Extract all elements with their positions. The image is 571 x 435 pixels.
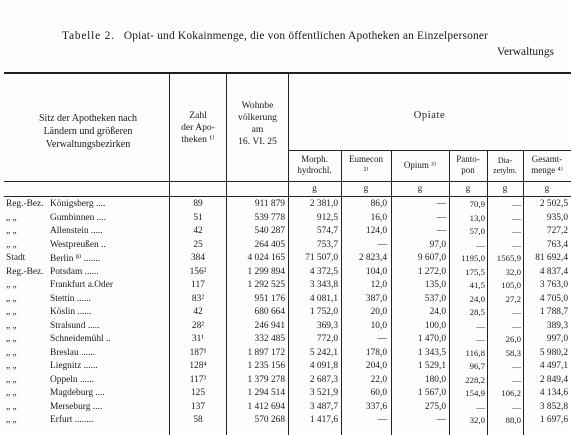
cell-prefix: „ „: [6, 347, 17, 358]
cell-gesamtmenge: 3 763,0: [539, 280, 568, 290]
cell-morph: 2 381,0: [309, 199, 338, 209]
unit-eumecon: g: [363, 184, 369, 194]
cell-pantopon: —: [476, 320, 485, 331]
cell-prefix: „ „: [6, 388, 17, 398]
cell-opium: 24,0: [429, 307, 446, 317]
cell-prefix: „ „: [6, 307, 17, 317]
header-sitz: Sitz der Apotheken nach Ländern und größeren Verwaltungsbezirken: [38, 113, 138, 150]
cell-zahl: 117: [191, 280, 205, 290]
cell-morph: 369,3: [316, 320, 338, 331]
cell-eumecon: 124,0: [365, 226, 387, 236]
cell-district: Königsberg ....: [50, 199, 106, 209]
cell-eumecon: 2 823,4: [358, 253, 387, 263]
cell-zahl: 25: [193, 239, 203, 250]
unit-opium: g: [417, 184, 423, 194]
cell-eumecon: 60,0: [370, 388, 387, 398]
cell-morph: 71 507,0: [305, 253, 338, 263]
cell-gesamtmenge: 3 852,8: [539, 401, 568, 412]
cell-gesamtmenge: 763,4: [546, 239, 568, 250]
cell-opium: 275,0: [424, 401, 446, 412]
cell-morph: 4 091,8: [309, 361, 338, 371]
header-pantopon: Panto- pon: [456, 154, 480, 175]
header-gesamtmenge: Gesamt- menge ⁴⁾: [531, 154, 563, 175]
unit-pantopon: g: [465, 184, 471, 194]
cell-district: Erfurt ........: [50, 415, 94, 425]
cell-wohnbevoelkerung: 1 379 278: [247, 374, 285, 385]
cell-eumecon: 178,0: [365, 347, 387, 358]
table-title-label: Tabelle 2.: [62, 30, 115, 42]
cell-opium: 180,0: [424, 374, 446, 385]
cell-morph: 574,7: [316, 226, 338, 236]
cell-opium: 97,0: [429, 239, 446, 250]
cell-morph: 753,7: [316, 239, 338, 250]
cell-pantopon: 32,0: [469, 415, 485, 425]
cell-opium: 1 470,0: [417, 334, 446, 344]
cell-pantopon: 96,7: [469, 361, 485, 371]
cell-district: Gumbinnen ....: [50, 212, 106, 223]
cell-opium: 1 343,5: [417, 347, 446, 358]
cell-zahl: 384: [190, 253, 206, 263]
cell-morph: 5 242,1: [309, 347, 338, 358]
cell-eumecon: 20,0: [370, 307, 387, 317]
cell-gesamtmenge: 1 788,7: [539, 307, 568, 317]
cell-zahl: 156²: [189, 266, 207, 277]
cell-zahl: 89: [193, 199, 203, 209]
cell-opium: 135,0: [424, 280, 446, 290]
header-zahl: Zahl der Apo- theken ¹⁾: [181, 110, 215, 145]
cell-eumecon: 387,0: [365, 293, 387, 304]
cell-pantopon: 154,9: [465, 388, 485, 398]
cell-diazetylm: —: [512, 374, 521, 385]
cell-diazetylm: —: [512, 401, 521, 412]
cell-wohnbevoelkerung: 570 268: [254, 415, 285, 425]
cell-zahl: 51: [193, 212, 203, 223]
cell-pantopon: —: [476, 401, 485, 412]
cell-pantopon: 13,0: [469, 212, 485, 223]
cell-pantopon: 175,5: [465, 266, 485, 277]
cell-diazetylm: —: [512, 226, 521, 236]
cell-diazetylm: 88,0: [505, 415, 521, 425]
cell-wohnbevoelkerung: 1 897 172: [247, 347, 285, 358]
cell-eumecon: —: [377, 334, 387, 344]
cell-pantopon: 70,9: [469, 199, 485, 209]
cell-opium: 1 272,0: [417, 266, 446, 277]
cell-gesamtmenge: 389,3: [546, 320, 568, 331]
cell-morph: 1 417,6: [309, 415, 338, 425]
cell-prefix: „ „: [6, 280, 17, 290]
header-wohn: Wohnbe völkerung am 16. VI. 25: [238, 100, 277, 147]
cell-gesamtmenge: 5 980,2: [539, 347, 568, 358]
cell-zahl: 83²: [191, 293, 205, 304]
unit-gesamtmenge: g: [544, 184, 550, 194]
cell-prefix: „ „: [6, 239, 17, 250]
cell-eumecon: —: [377, 239, 387, 250]
cell-pantopon: —: [476, 239, 485, 250]
cell-wohnbevoelkerung: 1 294 514: [247, 388, 285, 398]
cell-district: Allenstein .....: [50, 226, 103, 236]
cell-prefix: Stadt: [6, 253, 26, 263]
cell-morph: 3 343,8: [309, 280, 338, 290]
cell-eumecon: 16,0: [370, 212, 387, 223]
cell-diazetylm: —: [512, 199, 521, 209]
cell-prefix: „ „: [6, 374, 17, 385]
cell-zahl: 125: [190, 388, 206, 398]
cell-gesamtmenge: 997,0: [546, 334, 568, 344]
cell-prefix: „ „: [6, 401, 17, 412]
cell-wohnbevoelkerung: 4 024 165: [247, 253, 285, 263]
cell-district: Frankfurt a.Oder: [50, 280, 113, 290]
cell-diazetylm: 27,2: [505, 293, 521, 304]
cell-eumecon: 337,6: [365, 401, 387, 412]
header-diazetylm: Dia- zetylm.: [493, 156, 517, 175]
cell-district: Berlin ⁸⁾ .......: [50, 254, 101, 264]
cell-wohnbevoelkerung: 1 235 156: [247, 361, 285, 371]
table-title-line2: Verwaltungs: [497, 46, 554, 58]
cell-pantopon: 57,0: [469, 226, 485, 236]
cell-district: Köslin ......: [50, 307, 92, 317]
cell-wohnbevoelkerung: 1 299 894: [247, 266, 285, 277]
cell-opium: 1 529,1: [417, 361, 446, 371]
cell-morph: 3 487,7: [309, 401, 338, 412]
cell-opium: —: [436, 212, 446, 223]
unit-diazetylm: g: [502, 184, 508, 194]
cell-morph: 3 521,9: [309, 388, 338, 398]
cell-diazetylm: —: [512, 212, 521, 223]
cell-prefix: „ „: [6, 334, 17, 344]
cell-opium: 1 567,0: [417, 388, 446, 398]
cell-diazetylm: —: [512, 361, 521, 371]
cell-morph: 4 081,1: [309, 293, 338, 304]
cell-eumecon: —: [377, 415, 387, 425]
cell-diazetylm: 26,0: [505, 334, 521, 344]
cell-gesamtmenge: 1 697,6: [539, 415, 568, 425]
cell-pantopon: 28,5: [469, 307, 485, 317]
header-morph: Morph. hydrochl.: [297, 154, 332, 175]
cell-gesamtmenge: 727,2: [546, 226, 568, 236]
cell-morph: 4 372,5: [309, 266, 338, 277]
cell-pantopon: 1195,0: [461, 253, 485, 263]
cell-wohnbevoelkerung: 1 292 525: [247, 280, 285, 290]
cell-diazetylm: 58,3: [505, 347, 521, 358]
cell-gesamtmenge: 4 134,6: [539, 388, 568, 398]
cell-zahl: 42: [193, 226, 203, 236]
cell-gesamtmenge: 81 692,4: [535, 253, 568, 263]
cell-district: Liegnitz ......: [50, 361, 98, 371]
unit-morph: g: [312, 184, 317, 194]
cell-district: Westpreußen ..: [50, 239, 106, 250]
cell-wohnbevoelkerung: 911 879: [254, 199, 285, 209]
cell-district: Breslau ......: [50, 347, 96, 358]
cell-zahl: 31¹: [191, 334, 205, 344]
cell-eumecon: 104,0: [365, 266, 387, 277]
cell-zahl: 128⁴: [189, 361, 207, 371]
cell-opium: —: [436, 415, 446, 425]
cell-pantopon: —: [476, 334, 485, 344]
cell-eumecon: 22,0: [370, 374, 387, 385]
cell-district: Oppeln ......: [50, 374, 95, 385]
cell-wohnbevoelkerung: 539 778: [254, 212, 285, 223]
cell-opium: —: [436, 199, 446, 209]
cell-wohnbevoelkerung: 1 412 694: [247, 401, 285, 412]
cell-pantopon: 228,2: [465, 374, 485, 385]
cell-diazetylm: —: [512, 307, 521, 317]
cell-diazetylm: 105,0: [501, 280, 521, 290]
cell-eumecon: 86,0: [370, 199, 387, 209]
cell-eumecon: 10,0: [370, 320, 387, 331]
cell-opium: 100,0: [424, 320, 446, 331]
cell-gesamtmenge: 935,0: [546, 212, 568, 223]
cell-prefix: Reg.-Bez.: [6, 199, 44, 209]
cell-wohnbevoelkerung: 332 485: [254, 334, 285, 344]
header-opiate: Opiate: [413, 110, 446, 121]
cell-wohnbevoelkerung: 540 287: [254, 226, 285, 236]
cell-wohnbevoelkerung: 246 941: [254, 320, 285, 331]
cell-morph: 912,5: [316, 212, 338, 223]
cell-zahl: 117³: [189, 374, 207, 385]
cell-gesamtmenge: 4 497,1: [539, 361, 568, 371]
cell-morph: 1 752,0: [309, 307, 338, 317]
cell-gesamtmenge: 2 849,4: [539, 374, 568, 385]
cell-wohnbevoelkerung: 264 405: [254, 239, 285, 250]
cell-opium: —: [436, 226, 446, 236]
header-eumecon: Eumecon ²⁾: [349, 154, 383, 175]
cell-prefix: Reg.-Bez.: [6, 266, 44, 277]
opiate-rule: [288, 150, 571, 151]
cell-morph: 2 687,3: [309, 374, 338, 385]
cell-gesamtmenge: 4 837,4: [539, 266, 568, 277]
cell-diazetylm: —: [512, 320, 521, 331]
cell-prefix: „ „: [6, 226, 17, 236]
cell-diazetylm: 1565,9: [496, 253, 521, 263]
cell-prefix: „ „: [6, 361, 17, 371]
table-title-text: Opiat- und Kokainmenge, die von öffentlichen Apotheken an Einzelpersoner: [123, 30, 489, 42]
cell-eumecon: 204,0: [365, 361, 387, 371]
cell-diazetylm: 32,0: [505, 266, 521, 277]
cell-prefix: „ „: [6, 320, 17, 331]
cell-morph: 772,0: [316, 334, 338, 344]
cell-opium: 9 607,0: [417, 253, 446, 263]
cell-wohnbevoelkerung: 951 176: [254, 293, 285, 304]
cell-zahl: 137: [190, 401, 206, 412]
cell-district: Merseburg ....: [50, 401, 103, 412]
cell-pantopon: 116,8: [465, 347, 485, 358]
cell-diazetylm: —: [512, 239, 521, 250]
cell-wohnbevoelkerung: 680 664: [254, 307, 285, 317]
cell-district: Potsdam ......: [50, 266, 99, 277]
cell-pantopon: 41,5: [469, 280, 485, 290]
cell-district: Schneidemühl ..: [50, 334, 111, 344]
cell-zahl: 42: [193, 307, 203, 317]
cell-prefix: „ „: [6, 293, 17, 304]
cell-diazetylm: 106,2: [501, 388, 521, 398]
cell-zahl: 58: [193, 415, 203, 425]
cell-zahl: 28²: [191, 320, 205, 331]
cell-district: Stralsund .....: [50, 320, 100, 331]
header-opium: Opium ³⁾: [403, 160, 437, 170]
cell-district: Stettin ......: [50, 293, 91, 304]
cell-zahl: 187¹: [189, 347, 207, 358]
cell-opium: 537,0: [424, 293, 446, 304]
cell-district: Magdeburg ....: [50, 388, 105, 398]
cell-pantopon: 24,0: [469, 293, 485, 304]
cell-prefix: „ „: [6, 212, 17, 223]
cell-gesamtmenge: 2 502,5: [539, 199, 568, 209]
table-title: [62, 30, 488, 42]
cell-gesamtmenge: 4 705,0: [539, 293, 568, 304]
cell-eumecon: 12,0: [370, 280, 387, 290]
cell-prefix: „ „: [6, 415, 17, 425]
